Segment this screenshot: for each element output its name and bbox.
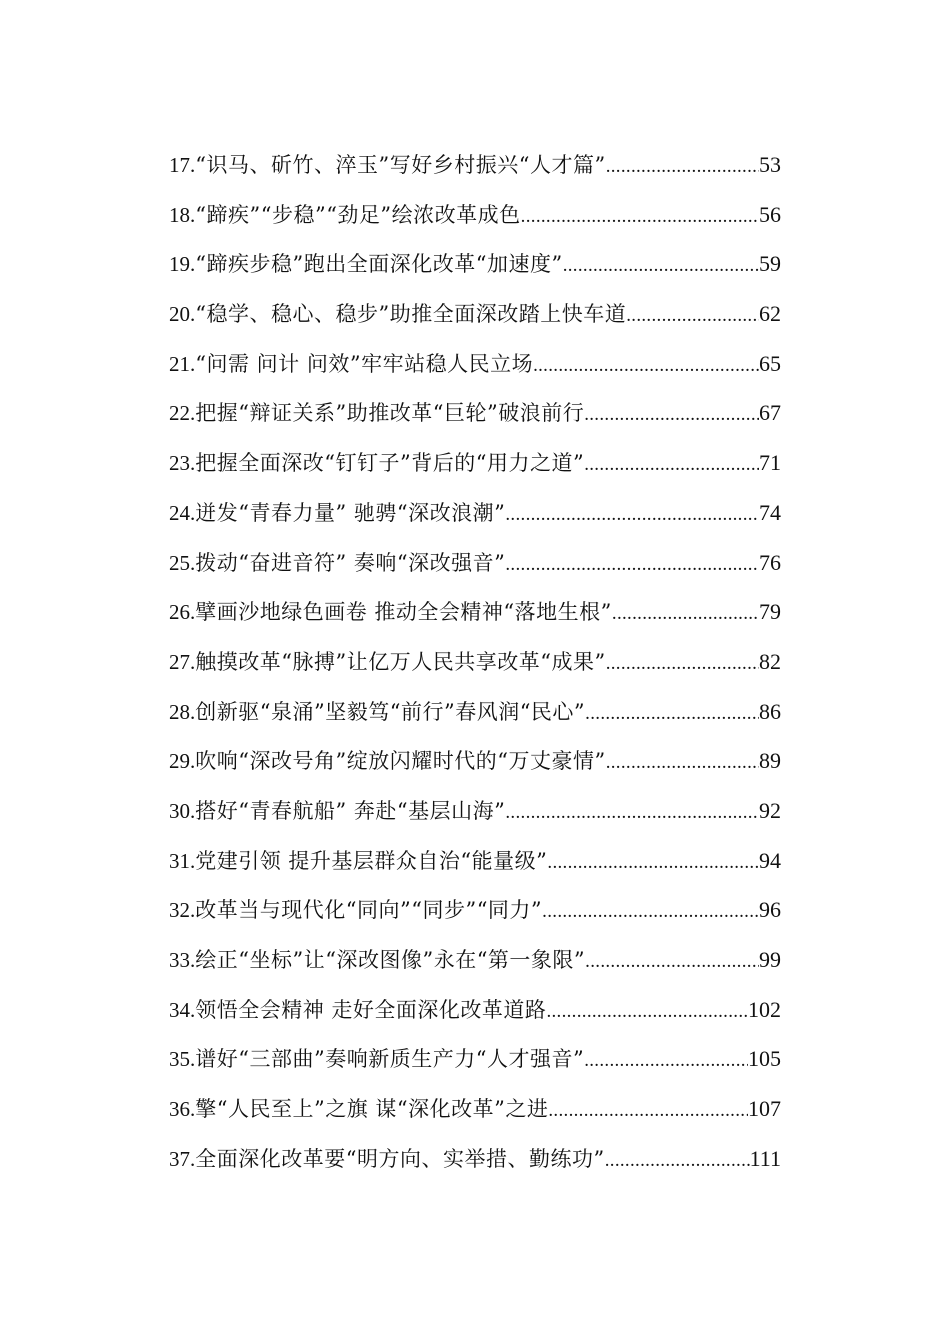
entry-title: “蹄疾步稳”跑出全面深化改革“加速度” — [195, 252, 563, 277]
toc-entry[interactable] — [169, 935, 781, 985]
entry-title: 领悟全会精神 走好全面深化改革道路 — [195, 997, 547, 1022]
entry-number: 23. — [169, 451, 196, 476]
entry-number: 20. — [169, 302, 196, 327]
toc-entry[interactable] — [169, 885, 781, 935]
toc-entry[interactable] — [169, 239, 781, 289]
entry-page-number: 65 — [759, 350, 781, 376]
dot-leader — [626, 291, 759, 341]
entry-page-number: 62 — [759, 301, 781, 327]
entry-title: 全面深化改革要“明方向、实举措、勤练功” — [195, 1146, 605, 1171]
entry-number: 26. — [169, 600, 196, 625]
entry-page-number: 59 — [759, 251, 781, 277]
entry-page-number: 71 — [759, 450, 781, 476]
entry-page-number: 67 — [759, 400, 781, 426]
toc-entry[interactable] — [169, 587, 781, 637]
entry-title: 拨动“奋进音符” 奏响“深改强音” — [195, 550, 506, 575]
dot-leader — [606, 738, 759, 788]
dot-leader — [612, 589, 759, 639]
dot-leader — [584, 440, 759, 490]
dot-leader — [584, 390, 759, 440]
dot-leader — [505, 540, 759, 590]
entry-page-number: 86 — [759, 698, 781, 724]
dot-leader — [547, 838, 759, 888]
toc-entry[interactable] — [169, 736, 781, 786]
entry-number: 19. — [169, 252, 196, 277]
entry-number: 37. — [169, 1146, 196, 1171]
entry-title: 迸发“青春力量” 驰骋“深改浪潮” — [195, 500, 506, 525]
entry-title: 把握全面深改“钉钉子”背后的“用力之道” — [195, 451, 585, 476]
entry-number: 18. — [169, 202, 196, 227]
entry-title: 搭好“青春航船” 奔赴“基层山海” — [195, 798, 506, 823]
entry-title: 触摸改革“脉搏”让亿万人民共享改革“成果” — [195, 649, 606, 674]
dot-leader — [548, 1086, 748, 1136]
entry-page-number: 111 — [749, 1145, 781, 1171]
entry-title: “稳学、稳心、稳步”助推全面深改踏上快车道 — [195, 302, 627, 327]
entry-number: 21. — [169, 351, 196, 376]
dot-leader — [585, 937, 759, 987]
entry-page-number: 105 — [748, 1046, 781, 1072]
entry-title: 把握“辩证关系”助推改革“巨轮”破浪前行 — [195, 401, 585, 426]
table-of-contents — [169, 140, 781, 1183]
entry-number: 22. — [169, 401, 196, 426]
entry-title: “蹄疾”“步稳”“劲足”绘浓改革成色 — [195, 202, 521, 227]
entry-page-number: 92 — [759, 797, 781, 823]
toc-entry[interactable] — [169, 488, 781, 538]
entry-number: 17. — [169, 153, 196, 177]
entry-page-number: 102 — [748, 996, 781, 1022]
dot-leader — [521, 192, 759, 242]
entry-number: 33. — [169, 948, 196, 972]
entry-number: 29. — [169, 749, 196, 774]
dot-leader — [505, 490, 759, 540]
dot-leader — [563, 241, 759, 291]
entry-page-number: 94 — [759, 847, 781, 873]
entry-page-number: 107 — [748, 1096, 781, 1122]
dot-leader — [533, 341, 759, 391]
entry-number: 28. — [169, 699, 196, 724]
entry-title: 创新驱“泉涌”坚毅笃“前行”春风润“民心” — [195, 699, 586, 724]
toc-entry[interactable] — [169, 786, 781, 836]
entry-title: “问需 问计 问效”牢牢站稳人民立场 — [195, 351, 534, 376]
toc-entry[interactable] — [169, 1034, 781, 1084]
toc-entry[interactable] — [169, 388, 781, 438]
entry-page-number: 99 — [759, 947, 781, 972]
entry-title: 擘画沙地绿色画卷 推动全会精神“落地生根” — [195, 600, 612, 625]
dot-leader — [585, 689, 759, 739]
entry-number: 30. — [169, 798, 196, 823]
entry-page-number: 74 — [759, 499, 781, 525]
entry-number: 32. — [169, 898, 196, 923]
entry-title: “识马、斫竹、淬玉”写好乡村振兴“人才篇” — [195, 153, 606, 177]
entry-number: 24. — [169, 500, 196, 525]
entry-title: 吹响“深改号角”绽放闪耀时代的“万丈豪情” — [195, 749, 606, 774]
entry-title: 绘正“坐标”让“深改图像”永在“第一象限” — [195, 948, 586, 972]
dot-leader — [605, 1136, 750, 1186]
dot-leader — [542, 887, 759, 937]
entry-number: 34. — [169, 997, 196, 1022]
entry-page-number: 76 — [759, 549, 781, 575]
toc-entry[interactable] — [169, 1134, 781, 1184]
entry-number: 25. — [169, 550, 196, 575]
entry-title: 擎“人民至上”之旗 谋“深化改革”之进 — [195, 1097, 549, 1122]
toc-entry[interactable] — [169, 289, 781, 339]
entry-number: 35. — [169, 1047, 196, 1072]
dot-leader — [584, 1036, 748, 1086]
dot-leader — [606, 142, 759, 192]
dot-leader — [505, 788, 759, 838]
dot-leader — [546, 987, 748, 1037]
toc-entry[interactable] — [169, 985, 781, 1035]
toc-entry[interactable] — [169, 190, 781, 240]
toc-entry[interactable] — [169, 438, 781, 488]
entry-number: 27. — [169, 649, 196, 674]
entry-title: 谱好“三部曲”奏响新质生产力“人才强音” — [195, 1047, 585, 1072]
entry-number: 36. — [169, 1097, 196, 1122]
toc-entry[interactable] — [169, 836, 781, 886]
toc-entry[interactable] — [169, 637, 781, 687]
entry-title: 改革当与现代化“同向”“同步”“同力” — [195, 898, 543, 923]
entry-page-number: 79 — [759, 599, 781, 625]
toc-entry[interactable] — [169, 538, 781, 588]
entry-page-number: 89 — [759, 748, 781, 774]
entry-title: 党建引领 提升基层群众自治“能量级” — [195, 848, 548, 873]
entry-page-number: 82 — [759, 648, 781, 674]
toc-entry[interactable] — [169, 140, 781, 190]
dot-leader — [606, 639, 759, 689]
toc-entry[interactable] — [169, 339, 781, 389]
entry-page-number: 56 — [759, 201, 781, 227]
entry-page-number: 96 — [759, 897, 781, 923]
entry-number: 31. — [169, 848, 196, 873]
entry-page-number: 53 — [759, 152, 781, 177]
toc-entry[interactable] — [169, 1084, 781, 1134]
toc-entry[interactable] — [169, 687, 781, 737]
